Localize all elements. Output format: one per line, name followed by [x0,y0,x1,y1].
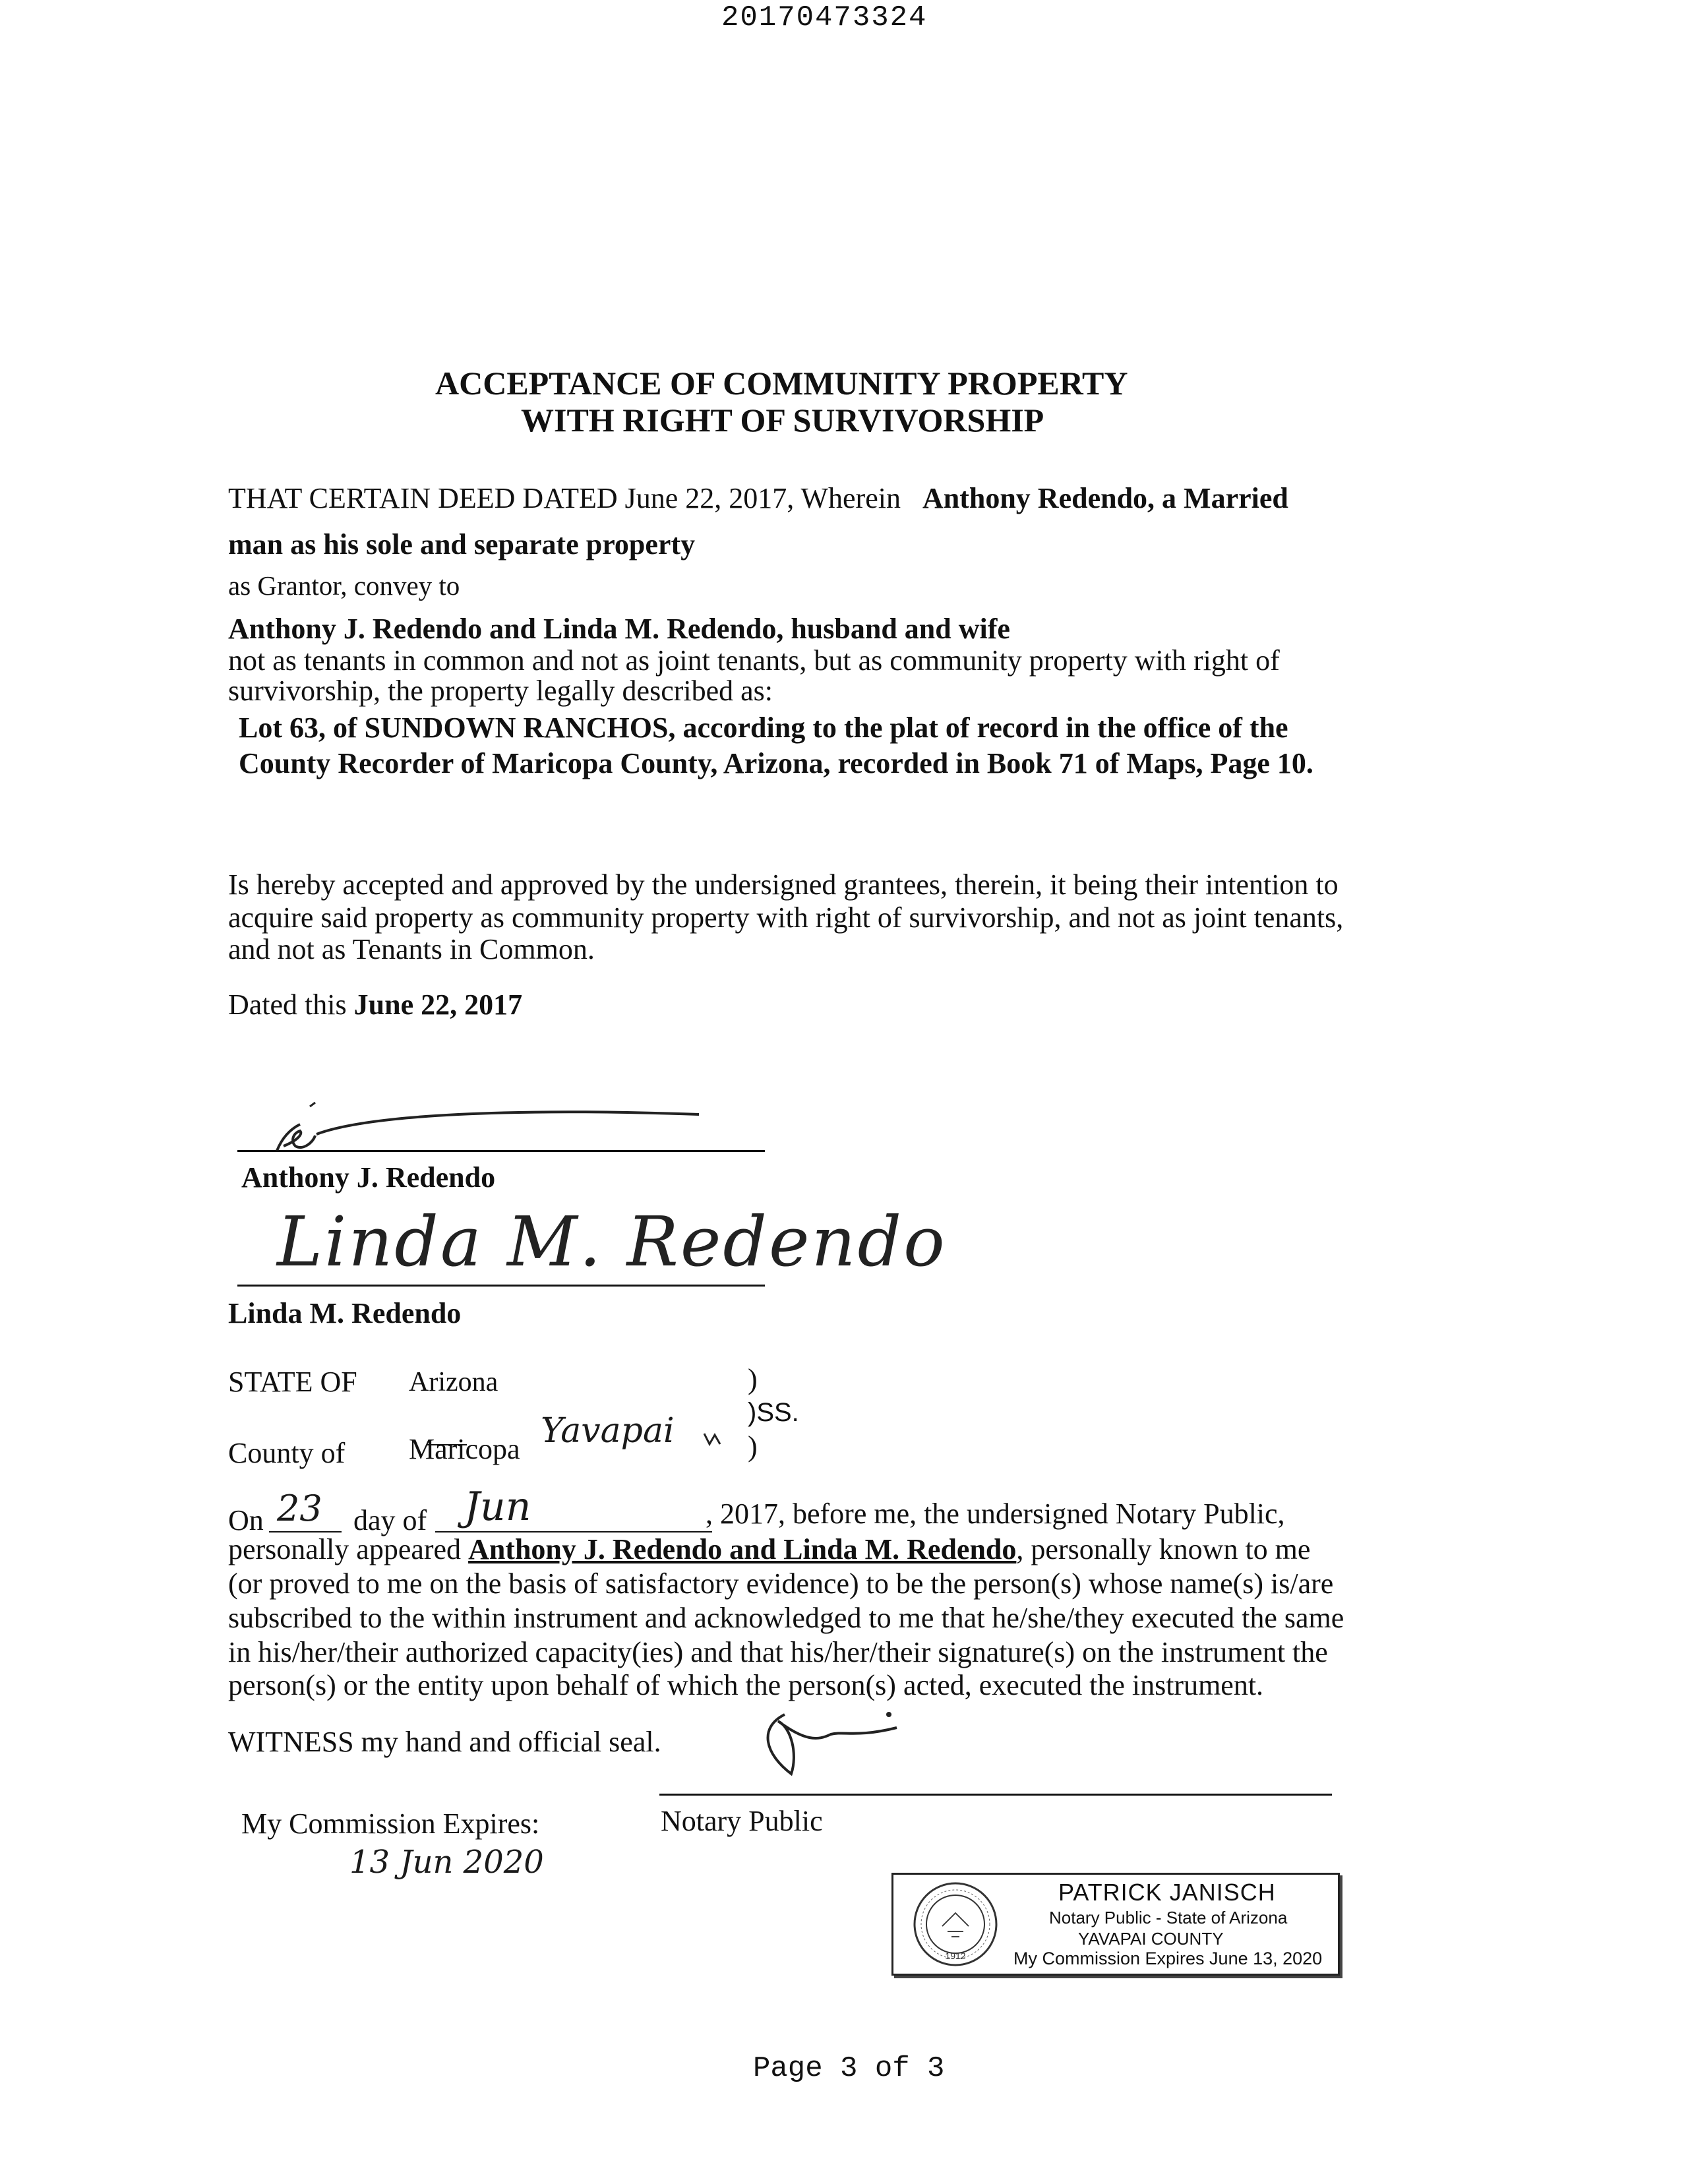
signature-linda: Linda M. Redendo [277,1201,947,1282]
county-typed: Maricopa [409,1433,520,1465]
notary-line-5: in his/her/their authorized capacity(ies) and that his/her/their signature(s) on the instrument the [228,1636,1328,1668]
state-label: STATE OF [228,1366,357,1398]
grantor-name: Anthony Redendo, a Married [922,482,1288,514]
notary-day-of: day of [353,1504,427,1536]
signer-2-name: Linda M. Redendo [228,1297,462,1329]
notary-line-3: (or proved to me on the basis of satisfactory evidence) to be the person(s) whose name(s) is/are [228,1567,1334,1600]
deed-intro-text: THAT CERTAIN DEED DATED June 22, 2017, Wherein [228,482,901,514]
deed-intro [228,481,1288,516]
state-value: Arizona [409,1367,498,1397]
legal-description-line-2: County Recorder of Maricopa County, Arizona, recorded in Book 71 of Maps, Page 10. [239,747,1313,779]
signature-line-1 [237,1150,765,1152]
notary-on: On [228,1504,264,1536]
acceptance-line-3: and not as Tenants in Common. [228,933,595,965]
signer-1-name: Anthony J. Redendo [241,1161,496,1194]
dated-value: June 22, 2017 [353,988,523,1021]
tenancy-line-1: not as tenants in common and not as joint tenants, but as community property with right of [228,644,1280,677]
dated-line [228,988,522,1022]
county-hand-mark [700,1424,727,1451]
notary-seal-icon [903,1880,1008,1968]
venue-paren-top: ) [748,1363,758,1395]
notary-public-label: Notary Public [661,1805,823,1837]
notary-line-6: person(s) or the entity upon behalf of which the person(s) acted, executed the instrument. [228,1669,1264,1701]
county-label: County of [228,1437,346,1469]
notary-signature [745,1701,917,1794]
county-handwritten: Yavapai [541,1411,675,1451]
stamp-name: PATRICK JANISCH [1058,1879,1276,1906]
stamp-expires: My Commission Expires June 13, 2020 [1013,1949,1323,1968]
stamp-title: Notary Public - State of Arizona [1049,1908,1288,1927]
signature-line-2 [237,1285,765,1287]
month-handwritten: Jun [464,1484,531,1530]
notary-stamp [891,1873,1340,1976]
witness-line: WITNESS my hand and official seal. [228,1726,661,1758]
day-handwritten: 23 [277,1488,322,1529]
known-text: , personally known to me [1016,1533,1311,1565]
page-number: Page 3 of 3 [753,2052,945,2085]
as-grantor: as Grantor, convey to [228,570,460,601]
appeared-names: Anthony J. Redendo and Linda M. Redendo [468,1533,1017,1565]
seal-year: 1912 [945,1951,966,1961]
tenancy-line-2: survivorship, the property legally described as: [228,675,773,707]
appeared-label: personally appeared [228,1533,462,1565]
grantor-description: man as his sole and separate property [228,528,696,561]
commission-handwritten: 13 Jun 2020 [349,1844,544,1881]
dated-label: Dated this [228,988,347,1021]
commission-label: My Commission Expires: [241,1807,540,1840]
venue-ss: )SS. [748,1398,799,1427]
notary-year-text: , 2017, before me, the undersigned Notary Public, [706,1498,1285,1530]
county-strike [427,1444,467,1445]
notary-signature-line [659,1794,1332,1796]
notary-line-4: subscribed to the within instrument and acknowledged to me that he/she/they executed the same [228,1602,1344,1634]
title-line-2: WITH RIGHT OF SURVIVORSHIP [521,402,1044,439]
acceptance-line-1: Is hereby accepted and approved by the undersigned grantees, therein, it being their intention to [228,868,1339,901]
notary-appeared-line [228,1532,1310,1567]
legal-description-line-1: Lot 63, of SUNDOWN RANCHOS, according to the plat of record in the office of the [239,712,1288,744]
title-line-1: ACCEPTANCE OF COMMUNITY PROPERTY [435,365,1128,402]
grantees: Anthony J. Redendo and Linda M. Redendo, husband and wife [228,613,1010,645]
acceptance-line-2: acquire said property as community property with right of survivorship, and not as joint tenants, [228,901,1344,934]
venue-paren-bottom: ) [748,1430,758,1463]
document-number: 20170473324 [721,1,928,34]
stamp-county: YAVAPAI COUNTY [1078,1929,1224,1949]
